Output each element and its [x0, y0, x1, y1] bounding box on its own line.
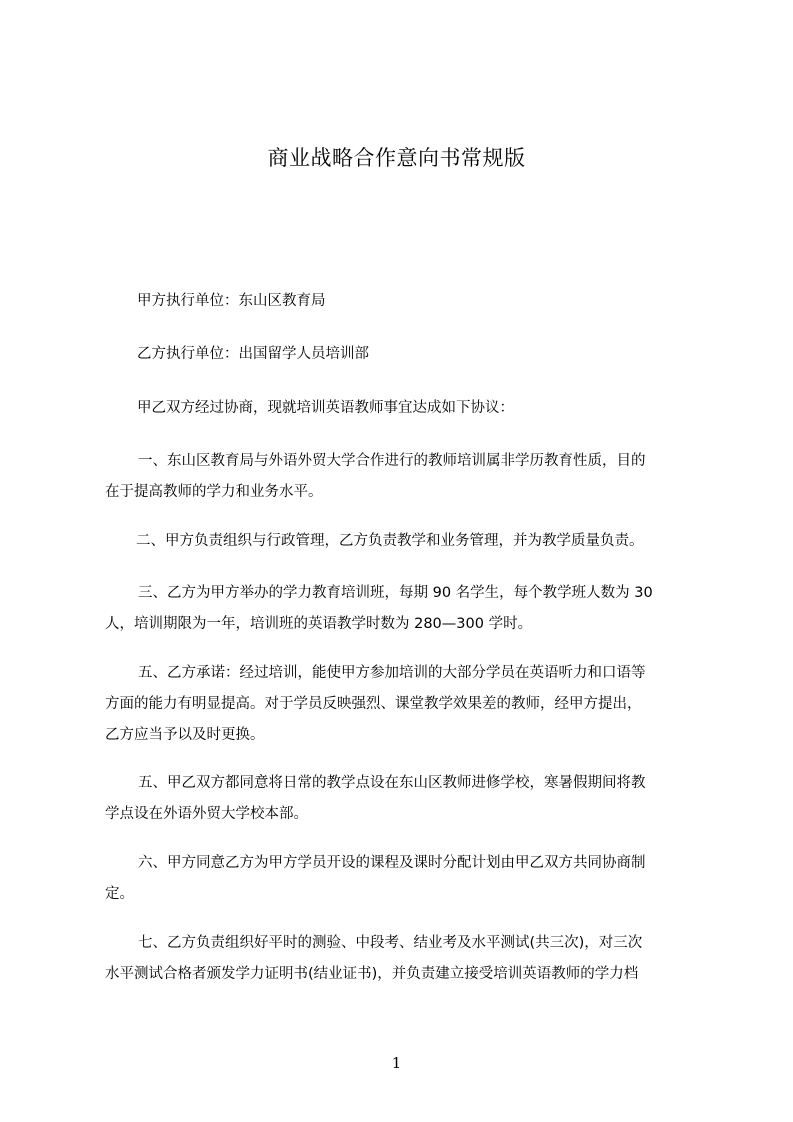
- clause-line: 六、甲方同意乙方为甲方学员开设的课程及课时分配计划由甲乙双方共同协商制: [138, 855, 646, 871]
- document-title: 商业战略合作意向书常规版: [267, 146, 526, 170]
- clause-line: 一、东山区教育局与外语外贸大学合作进行的教师培训属非学历教育性质，目的: [138, 453, 646, 469]
- clause-line: 五、乙方承诺：经过培训，能使甲方参加培训的大部分学员在英语听力和口语等: [138, 665, 646, 681]
- clause-3: [105, 578, 705, 640]
- party-a-line: 甲方执行单位：东山区教育局: [137, 293, 326, 309]
- clause-line: 方面的能力有明显提高。对于学员反映强烈、课堂教学效果差的教师，经甲方提出，: [105, 696, 642, 712]
- party-b-line: 乙方执行单位：出国留学人员培训部: [137, 346, 369, 362]
- intro-paragraph: 甲乙双方经过协商，现就培训英语教师事宜达成如下协议：: [137, 400, 514, 416]
- clause-line: 人，培训期限为一年，培训班的英语教学时数为 280—300 学时。: [105, 616, 533, 632]
- clause-line: 七、乙方负责组织好平时的测验、中段考、结业考及水平测试(共三次)，对三次: [138, 935, 643, 951]
- page-number: 1: [391, 1054, 402, 1072]
- clause-4: [105, 658, 705, 751]
- clause-line: 在于提高教师的学力和业务水平。: [105, 484, 323, 500]
- clause-line: 二、甲方负责组织与行政管理，乙方负责教学和业务管理，并为教学质量负责。: [136, 533, 644, 549]
- clause-line: 定。: [105, 886, 134, 902]
- clause-line: 三、乙方为甲方举办的学力教育培训班，每期 90 名学生，每个教学班人数为 30: [138, 585, 653, 601]
- clause-1: [105, 446, 705, 508]
- clause-line: 学点设在外语外贸大学校本部。: [105, 806, 308, 822]
- clause-line: 五、甲乙双方都同意将日常的教学点设在东山区教师进修学校，寒暑假期间将教: [138, 775, 646, 791]
- clause-7: [105, 928, 705, 990]
- clause-5: [105, 768, 705, 830]
- clause-6: [105, 848, 705, 910]
- clause-line: 水平测试合格者颁发学力证明书(结业证书)，并负责建立接受培训英语教师的学力档: [105, 966, 639, 982]
- clause-2: [105, 526, 705, 557]
- clause-line: 乙方应当予以及时更换。: [105, 727, 265, 743]
